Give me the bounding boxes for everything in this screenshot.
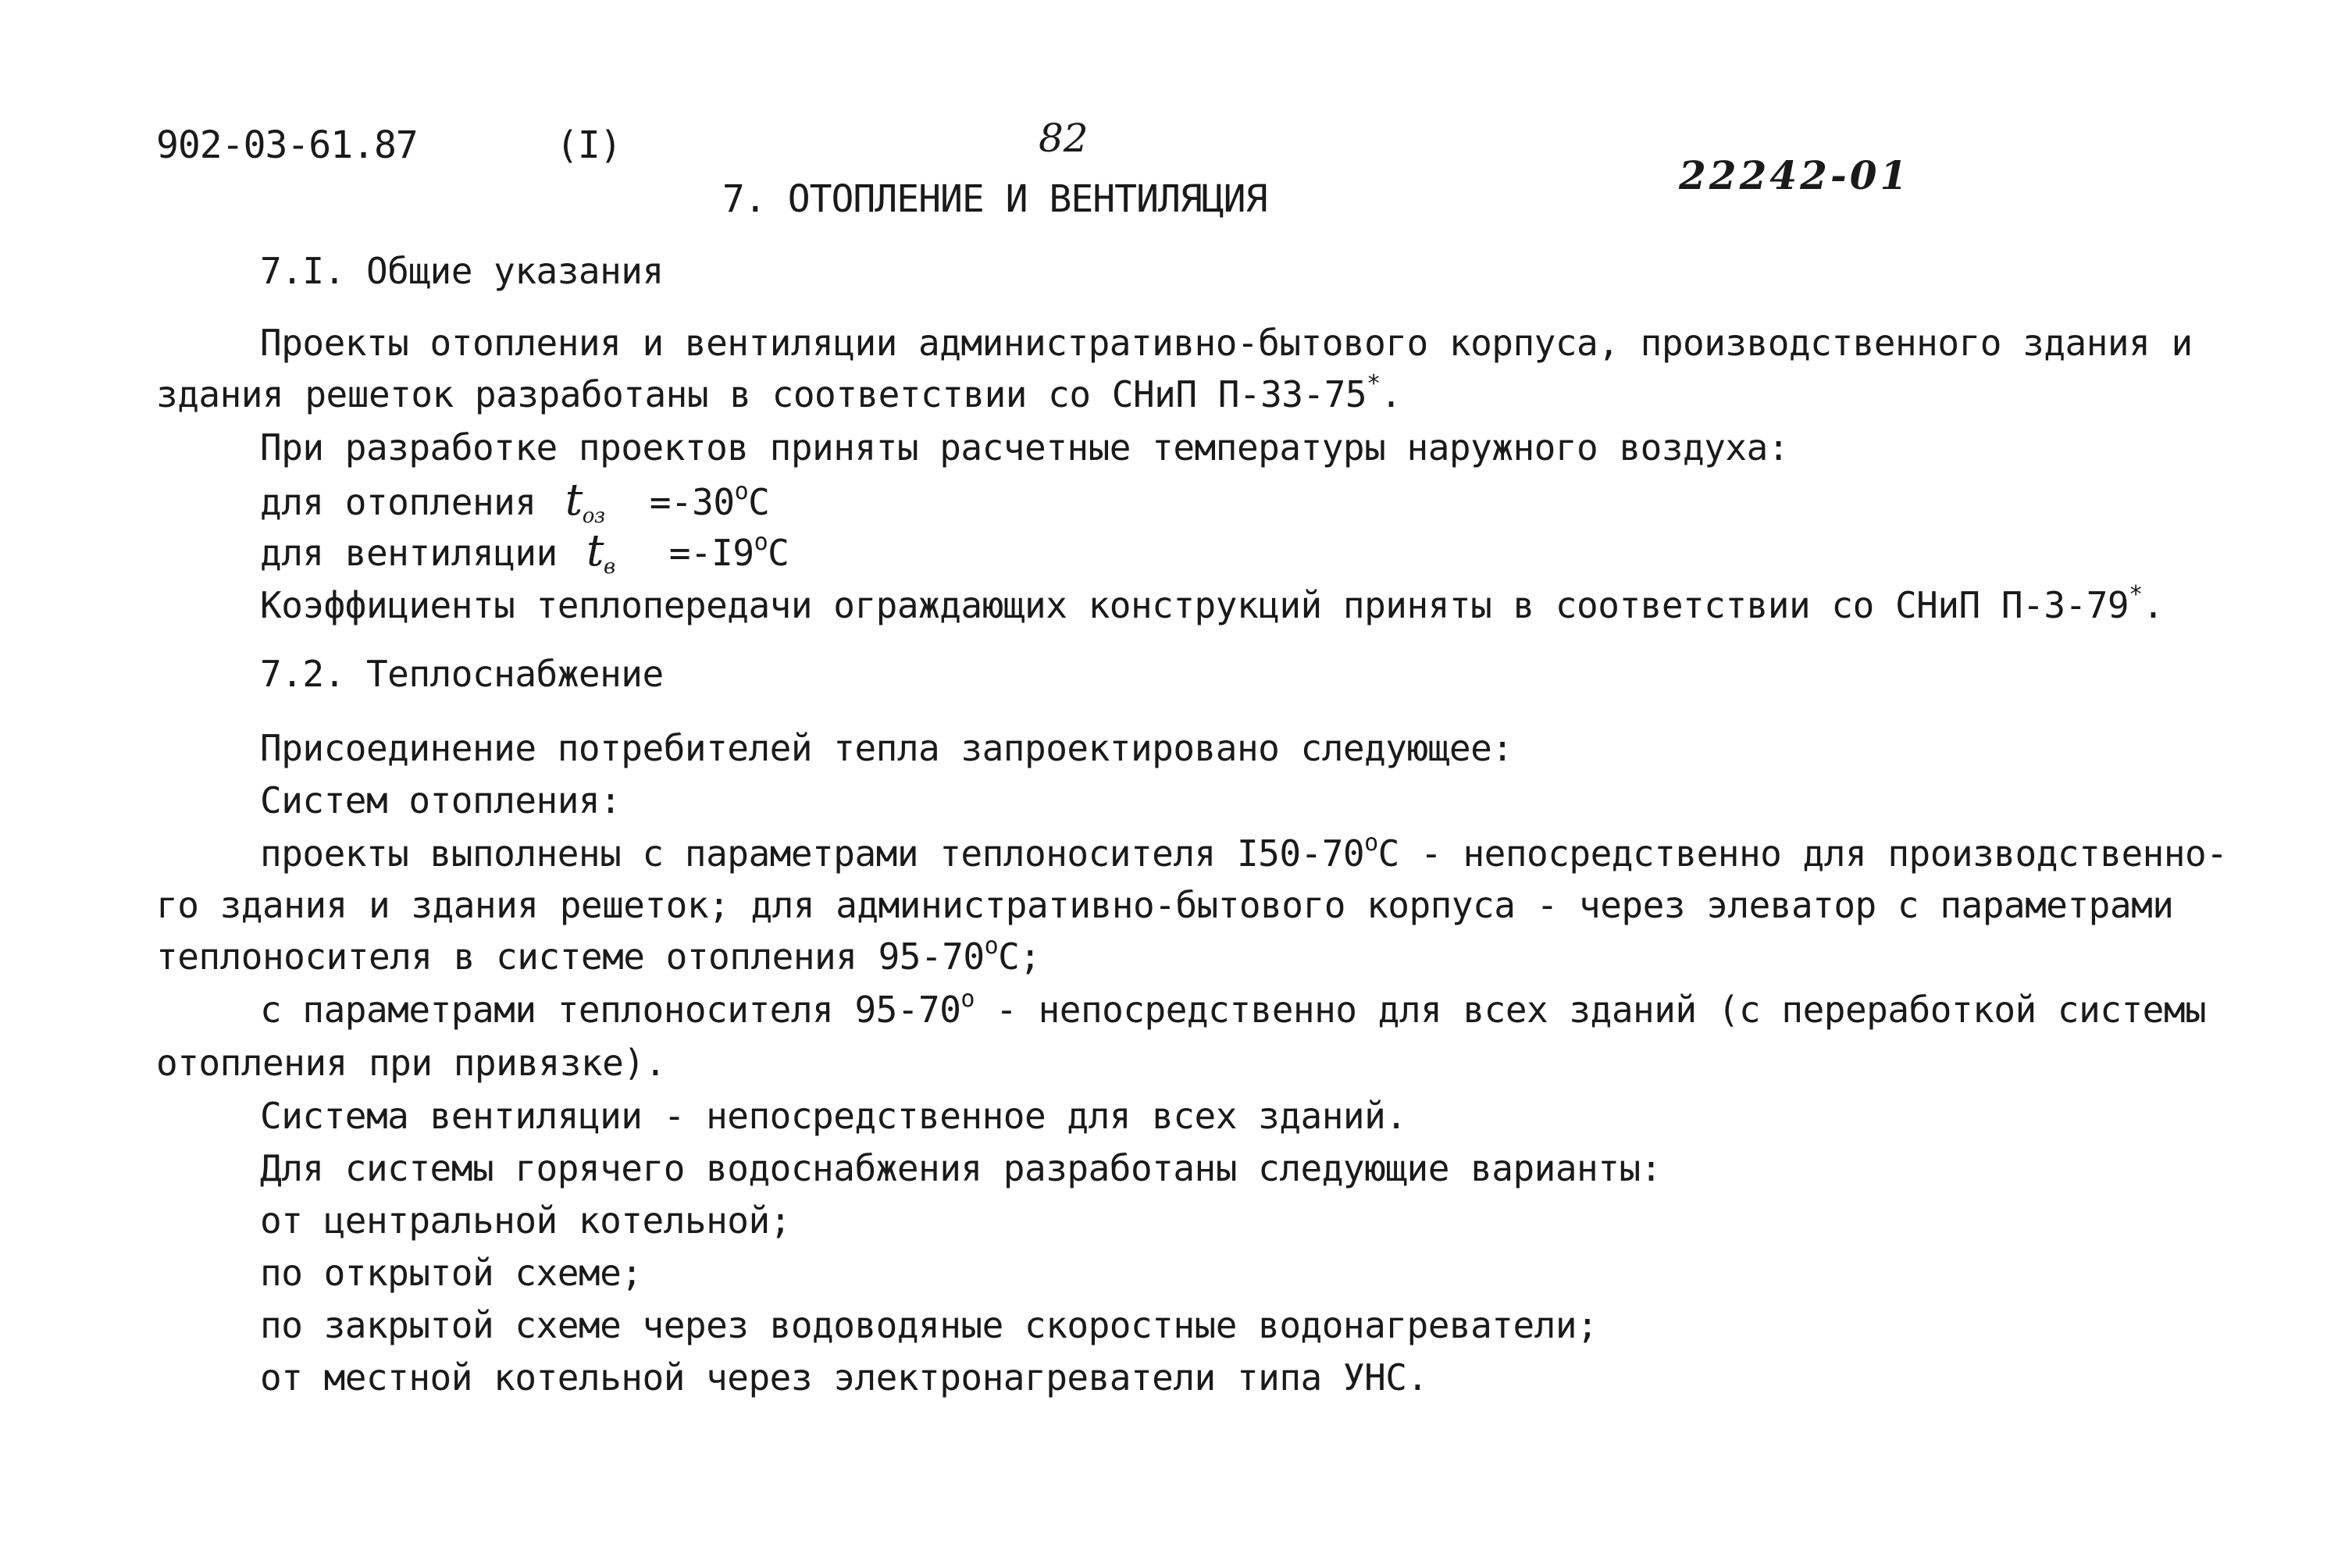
list-item: по закрытой схеме через водоводяные скоростные водонагреватели; [260, 1304, 1598, 1346]
asterisk-mark: * [1367, 370, 1381, 397]
registration-number: 22242-01 [1679, 152, 1911, 198]
paragraph-text: C; [998, 935, 1041, 978]
degree-mark: o [960, 985, 975, 1013]
paragraph-line [156, 932, 1041, 986]
subsection-heading-heat-supply: 7.2. Теплоснабжение [260, 653, 664, 695]
degree-mark: o [754, 529, 768, 556]
list-item: от местной котельной через электронагреватели типа УНС. [260, 1356, 1428, 1399]
paragraph-text: здания решеток разработаны в соответствии со СНиП П-33-75 [156, 373, 1367, 415]
paragraph-text: проекты выполнены с параметрами теплоносителя I50-70 [260, 832, 1365, 875]
degree-mark: o [734, 478, 749, 505]
list-item: от центральной котельной; [260, 1199, 791, 1242]
paragraph-text: - непосредственно для всех зданий (с переработкой системы [974, 989, 2207, 1031]
heating-label: для отопления [260, 481, 536, 523]
heating-value: =-30 [649, 481, 735, 523]
punctuation: . [2142, 584, 2164, 626]
paragraph-line: При разработке проектов приняты расчетные температуры наружного воздуха: [260, 426, 1789, 469]
degree-mark: o [984, 932, 999, 960]
unit: C [748, 481, 770, 523]
doc-part: (I) [556, 123, 622, 167]
paragraph-line: Система вентиляции - непосредственное для всех зданий. [260, 1095, 1407, 1137]
ventilation-label: для вентиляции [260, 532, 558, 574]
paragraph-line [156, 370, 1402, 424]
temperature-symbol: t [586, 526, 604, 576]
paragraph-line: Проекты отопления и вентиляции административно-бытового корпуса, производственного здания и [260, 322, 2193, 364]
asterisk-mark: * [2129, 581, 2143, 608]
paragraph-text: с параметрами теплоносителя 95-70 [260, 989, 961, 1031]
subsection-heading-general: 7.I. Общие указания [260, 250, 664, 292]
paragraph-line: го здания и здания решеток; для административно-бытового корпуса - через элеватор с параметрами [156, 884, 2174, 926]
ventilation-value: =-I9 [668, 532, 754, 574]
paragraph-line: Для системы горячего водоснабжения разработаны следующие варианты: [260, 1147, 1662, 1189]
unit: C [768, 532, 789, 574]
punctuation: . [1380, 373, 1402, 415]
page-number: 82 [1039, 116, 1089, 161]
paragraph-text: Коэффициенты теплопередачи ограждающих конструкций приняты в соответствии со СНиП П-3-79 [260, 584, 2129, 626]
paragraph-line [260, 829, 2227, 883]
temperature-subscript: оз [582, 504, 605, 528]
temperature-heating [260, 476, 769, 533]
temperature-symbol: t [565, 475, 583, 526]
paragraph-line: Систем отопления: [260, 779, 622, 821]
paragraph-line [260, 985, 2206, 1039]
paragraph-text: теплоносителя в системе отопления 95-70 [156, 935, 985, 978]
doc-code: 902-03-61.87 [156, 123, 418, 167]
paragraph-line: Присоединение потребителей тепла запроектировано следующее: [260, 727, 1513, 769]
temperature-subscript: в [603, 555, 615, 579]
paragraph-line: отопления при привязке). [156, 1042, 666, 1084]
paragraph-line [260, 581, 2164, 635]
temperature-ventilation [260, 527, 789, 583]
section-title: 7. ОТОПЛЕНИЕ И ВЕНТИЛЯЦИЯ [722, 177, 1267, 221]
list-item: по открытой схеме; [260, 1252, 643, 1294]
paragraph-text: C - непосредственно для производственно- [1377, 832, 2228, 875]
degree-mark: o [1364, 829, 1378, 857]
